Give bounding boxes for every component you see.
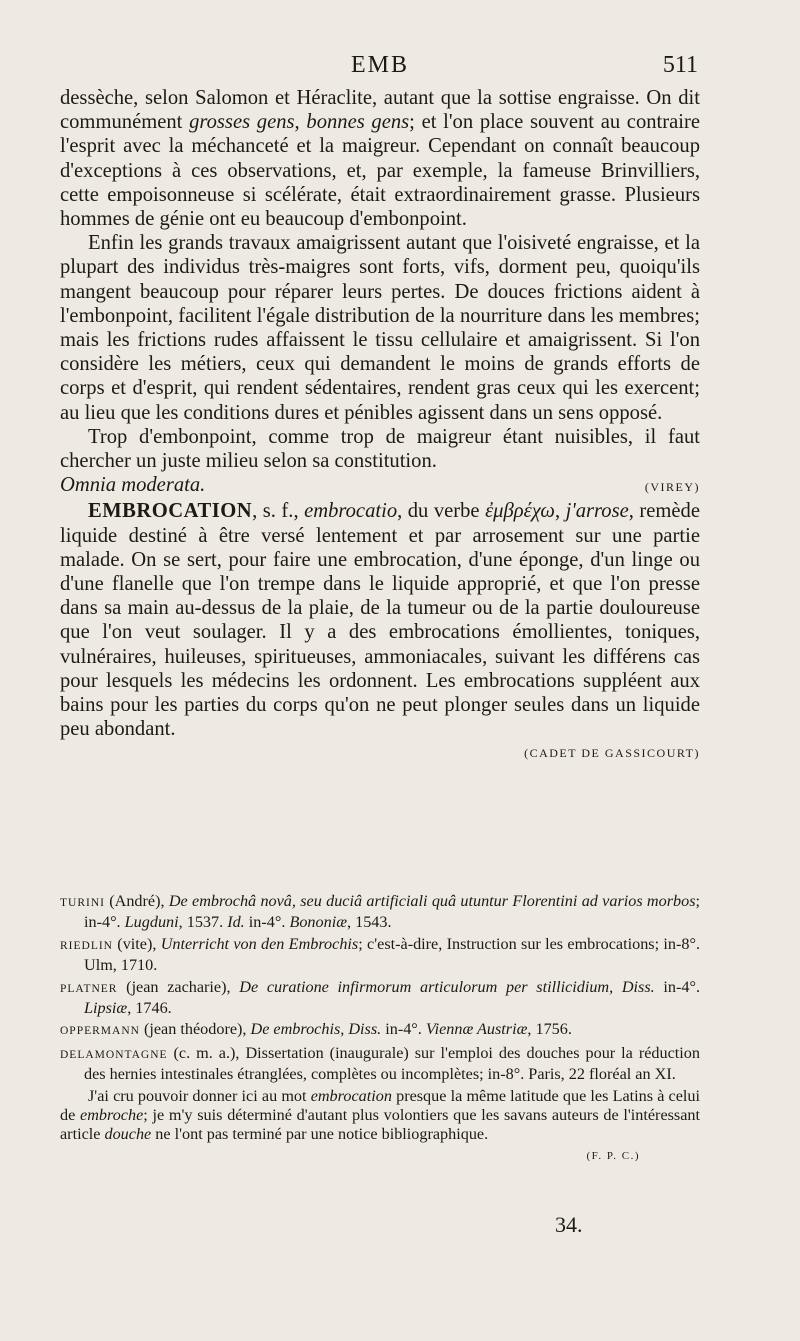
running-head: EMB [350,52,409,78]
text-run: , 1537. [178,913,228,932]
reference-item [60,1044,700,1085]
author-signature: (VIREY) [644,480,700,495]
ref-title: De embrochis, Diss. [250,1020,382,1039]
italic-run: bonnes gens [306,111,410,134]
ref-id: Id. [227,913,245,932]
reference-item [60,935,700,976]
text-run: , [294,111,300,134]
ref-author: OPPERMANN [60,1025,140,1038]
entry-headword: EMBROCATION [88,500,253,523]
text-run: ne l'ont pas terminé par une notice bibliographique. [155,1125,489,1144]
text-run: (c. m. a.), [167,1043,246,1062]
paragraph-3: Trop d'embonpoint, comme trop de maigreur étant nuisibles, il faut chercher un juste milieu selon sa constitution. [60,425,700,473]
text-run: , 1746. [127,999,172,1018]
ref-title: De embrochâ novâ, seu duciâ artificiali quâ utuntur Florentini ad varios morbos [168,892,696,910]
text-run: ; et l'on place souvent au contraire l'esprit avec la méchanceté et la maigreur. Cependant on connaît beaucoup d'exceptions à ces observations, et, par exemple, la fameuse Brinvilliers, cette empoisonneuse si scélérate, était extraordinairement grasse. Plusieurs hommes de génie ont eu beaucoup d'embonpoint. [60,111,700,231]
text-run: presque la même latitude que les Latins à celui de [60,1086,701,1125]
reference-item [60,978,700,1019]
italic-run: j'arrose [565,500,629,523]
text-run: , [554,500,561,523]
text-run: (André), [104,892,169,910]
text-run: , 1543. [347,913,392,932]
text-run: J'ai cru pouvoir donner ici au mot [88,1086,307,1105]
signature-mark: 34. [555,1212,583,1237]
italic-run: embroche [80,1106,144,1125]
editor-note [60,1087,700,1145]
signature-line [60,741,700,765]
motto: Omnia moderata. [60,474,206,497]
paragraph-2: Enfin les grands travaux amaigrissent autant que l'oisiveté engraisse, et la plupart des individus très-maigres sont forts, vifs, dorment peu, quoiqu'ils mangent beaucoup pour réparer leurs pertes. De douces frictions aident à l'embonpoint, facilitent l'égale distribution de la nourriture dans les membres; mais les frictions rudes affaissent le tissu cellulaire et amaigrissent. Si l'on considère les métiers, ceux qui demandent le moins de grands efforts de corps et d'esprit, qui rendent sédentaires, rendent gras ceux qui les exercent; au lieu que les conditions dures et pénibles agissent dans un sens opposé. [60,232,700,424]
paragraph-1 [60,86,700,231]
ref-place: Lipsiæ [84,999,128,1018]
greek-word: ἐμβρέχω [485,500,555,523]
ref-place: Bononiæ [289,913,347,932]
ref-author: PLATNER [60,982,118,995]
text-run: ; c'est-à-dire, Instruction sur les embrocations; in-8°. Ulm, 1710. [84,934,700,975]
text-run: ; je m'y suis déterminé d'autant plus volontiers que les savans auteurs de l'intéressant article [60,1106,701,1144]
text-run: in-4°. [654,977,700,996]
italic-run: grosses gens [189,111,295,134]
author-signature: (F. P. C.) [586,1149,640,1162]
text-run: , s. f., [252,500,299,523]
ref-place: Viennæ Austriæ [425,1020,528,1039]
italic-run: embrocation [310,1086,392,1105]
ref-author: DELAMONTAGNE [60,1048,168,1061]
page-header [60,52,700,86]
text-run: Dissertation (inaugurale) sur l'emploi des douches pour la réduction des hernies intestinales étranglées, complètes ou incomplètes; in-8°. Paris, 22 floréal an XI. [84,1043,700,1084]
text-run: ; in-4°. [84,892,701,932]
ref-author: RIEDLIN [60,939,113,952]
signature-line [60,1147,700,1166]
author-signature: (CADET DE GASSICOURT) [524,746,700,761]
ref-title: Unterricht von den Embrochis [160,934,359,953]
ref-place: Lugduni [124,913,179,932]
reference-item [60,1020,700,1041]
text-run: dessèche, selon Salomon et Héraclite, autant que la sottise engraisse. On dit communément [60,87,700,134]
ref-title: De curatione infirmorum articulorum per stillicidium, Diss. [239,977,655,996]
text-run: (jean théodore), [139,1020,251,1039]
ref-author: TURINI [60,897,105,909]
entry-embrocation [60,499,700,741]
text-run: , 1756. [527,1020,572,1039]
bibliography [60,892,700,1166]
text-run: in-4°. [244,913,290,932]
text-run: , remède liquide destiné à être versé lentement et par arrosement sur une partie malade. On se sert, pour faire une embrocation, d'une éponge, d'un linge ou d'une flanelle que l'on trempe dans le liquide approprié, et que l'on presse dans sa main au-dessus de la plaie, de la tumeur ou de la partie douloureuse que l'on veut soulager. Il y a des embrocations émollientes, toniques, vulnéraires, huileuses, spiritueuses, ammoniacales, suivant les différens cas pour lesquels les médecins les ordonnent. Les embrocations suppléent aux bains pour les parties du corps qu'on ne peut plonger seules dans un liquide peu abondant. [60,500,700,741]
text-run: in-4°. [381,1020,426,1039]
main-text [60,86,700,766]
text-run: (jean zacharie), [117,977,240,996]
reference-item [60,892,700,933]
text-run: (vite), [113,934,161,953]
text-run: , du verbe [397,500,480,523]
italic-run: embrocatio [304,500,398,523]
page-number: 511 [662,52,698,78]
signature-line [60,473,700,499]
italic-run: douche [104,1125,152,1144]
